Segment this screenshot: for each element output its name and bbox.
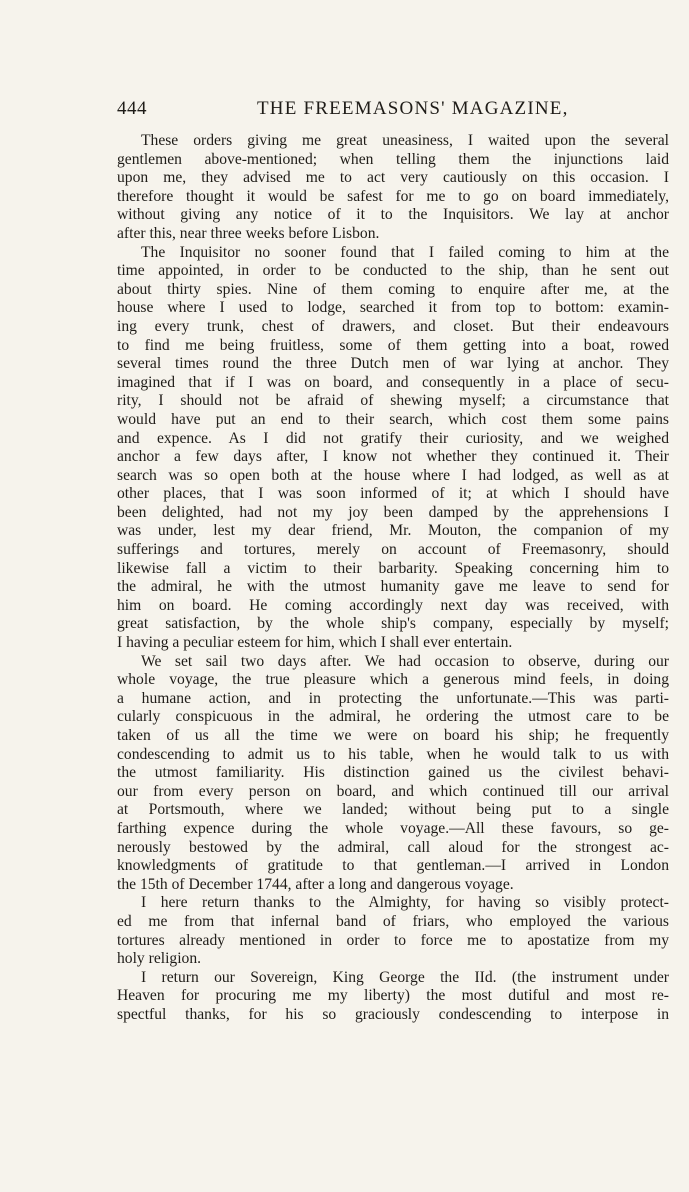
text-line: time appointed, in order to be conducted to the ship, than he sent out	[117, 262, 669, 280]
text-line: knowledgments of gratitude to that gentleman.—I arrived in London	[117, 857, 669, 875]
text-line: holy religion.	[117, 950, 202, 968]
text-line: condescending to admit us to his table, when he would talk to us with	[117, 745, 669, 763]
text-line: anchor a few days after, I know not whether they continued it. Their	[117, 448, 669, 466]
page-header	[117, 98, 669, 124]
paragraph	[117, 894, 669, 968]
text-line: whole voyage, the true pleasure which a generous mind feels, in doing	[117, 671, 669, 689]
text-line: gentlemen above-mentioned; when telling them the injunctions laid	[117, 150, 669, 168]
text-line: ed me from that infernal band of friars, who employed the various	[117, 912, 669, 930]
text-line: ing every trunk, chest of drawers, and closet. But their endeavours	[117, 317, 669, 335]
text-line: been delighted, had not my joy been damped by the apprehensions I	[117, 503, 669, 521]
text-line: likewise fall a victim to their barbarity. Speaking concerning him to	[117, 559, 669, 577]
text-line: The Inquisitor no sooner found that I failed coming to him at the	[141, 243, 669, 261]
running-title: THE FREEMASONS' MAGAZINE,	[257, 98, 569, 119]
text-line: I return our Sovereign, King George the IId. (the instrument under	[141, 968, 669, 986]
text-line: I here return thanks to the Almighty, for having so visibly protect-	[141, 894, 669, 912]
text-line: to find me being fruitless, some of them getting into a boat, rowed	[117, 336, 669, 354]
paragraph	[117, 969, 669, 1025]
text-line: great satisfaction, by the whole ship's company, especially by myself;	[117, 615, 669, 633]
text-line: the 15th of December 1744, after a long and dangerous voyage.	[117, 875, 514, 893]
text-line: a humane action, and in protecting the unfortunate.—This was parti-	[117, 689, 669, 707]
text-line: the utmost familiarity. His distinction gained us the civilest behavi-	[117, 764, 669, 782]
text-line: several times round the three Dutch men of war lying at anchor. They	[117, 355, 669, 373]
text-line: sufferings and tortures, merely on account of Freemasonry, should	[117, 541, 669, 559]
text-line: spectful thanks, for his so graciously condescending to interpose in	[117, 1005, 669, 1023]
text-line: rity, I should not be afraid of shewing myself; a circumstance that	[117, 392, 669, 410]
page-number: 444	[117, 98, 147, 119]
text-line: at Portsmouth, where we landed; without being put to a single	[117, 801, 669, 819]
paragraph	[117, 653, 669, 895]
text-line: nerously bestowed by the admiral, call aloud for the strongest ac-	[117, 838, 669, 856]
text-line: our from every person on board, and which continued till our arrival	[117, 782, 669, 800]
text-line: the admiral, he with the utmost humanity gave me leave to send for	[117, 578, 669, 596]
text-line: about thirty spies. Nine of them coming to enquire after me, at the	[117, 280, 669, 298]
text-line: We set sail two days after. We had occasion to observe, during our	[141, 652, 669, 670]
text-line: tortures already mentioned in order to force me to apostatize from my	[117, 931, 669, 949]
text-line: therefore thought it would be safest for me to go on board immediately,	[117, 187, 669, 205]
text-line: upon me, they advised me to act very cautiously on this occasion. I	[117, 169, 669, 187]
text-line: him on board. He coming accordingly next day was received, with	[117, 596, 669, 614]
text-line: without giving any notice of it to the Inquisitors. We lay at anchor	[117, 206, 669, 224]
text-line: after this, near three weeks before Lisbon.	[117, 224, 380, 242]
text-line: search was so open both at the house where I had lodged, as well as at	[117, 466, 669, 484]
text-line: house where I used to lodge, searched it from top to bottom: examin-	[117, 299, 669, 317]
text-line: farthing expence during the whole voyage.—All these favours, so ge-	[117, 819, 669, 837]
article-body	[117, 132, 669, 1025]
text-line: I having a peculiar esteem for him, which I shall ever entertain.	[117, 634, 513, 652]
text-line: These orders giving me great uneasiness, I waited upon the several	[141, 132, 669, 149]
text-line: and expence. As I did not gratify their curiosity, and we weighed	[117, 429, 669, 447]
text-line: would have put an end to their search, which cost them some pains	[117, 410, 669, 428]
text-line: other places, that I was soon informed of it; at which I should have	[117, 485, 669, 503]
text-line: cularly conspicuous in the admiral, he ordering the utmost care to be	[117, 708, 669, 726]
text-line: Heaven for procuring me my liberty) the most dutiful and most re-	[117, 987, 669, 1005]
text-line: imagined that if I was on board, and consequently in a place of secu-	[117, 373, 669, 391]
paragraph	[117, 244, 669, 653]
text-line: taken of us all the time we were on board his ship; he frequently	[117, 727, 669, 744]
text-line: was under, lest my dear friend, Mr. Mouton, the companion of my	[117, 522, 669, 540]
paragraph	[117, 132, 669, 244]
